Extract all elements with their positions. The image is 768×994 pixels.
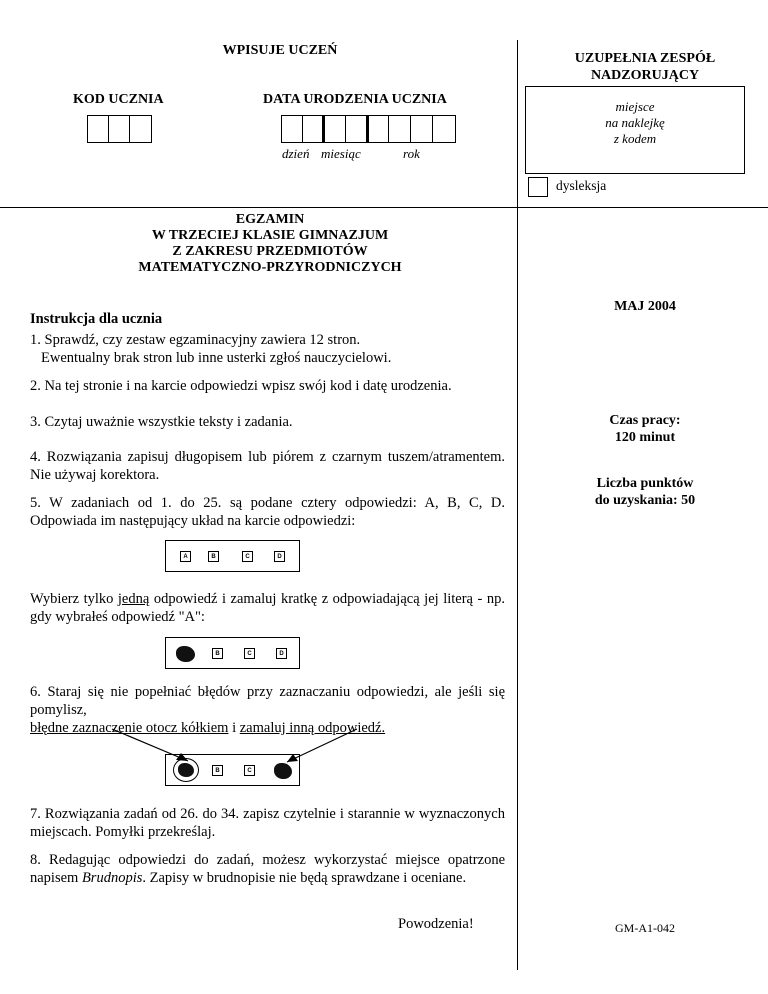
instructions-heading: Instrukcja dla ucznia <box>30 311 163 327</box>
answer-box-b: B <box>212 648 223 659</box>
points-info: Liczba punktów do uzyskania: 50 <box>594 476 696 508</box>
answer-example-filled <box>165 637 300 669</box>
answer-box-c: C <box>244 765 255 776</box>
date-box[interactable] <box>302 115 324 143</box>
answer-box-d: D <box>276 648 287 659</box>
instruction-item-1: 1. Sprawdź, czy zestaw egzaminacyjny zawiera 12 stron. Ewentualny brak stron lub inne usterki zgłoś nauczycielowi. <box>30 332 392 366</box>
answer-box-b: B <box>208 551 219 562</box>
month-caption: miesiąc <box>321 146 361 161</box>
code-box[interactable] <box>108 115 130 143</box>
answer-box-d: D <box>274 551 285 562</box>
instruction-item-5: 5. W zadaniach od 1. do 25. są podane cztery odpowiedzi: A, B, C, D. Odpowiada im następujący układ na karcie odpowiedzi: <box>30 495 505 529</box>
instruction-item-7: 7. Rozwiązania zadań od 26. do 34. zapisz czytelnie i starannie w wyznaczonych miejscach. Pomyłki przekreślaj. <box>30 806 505 840</box>
crossed-answer-mark <box>178 763 194 777</box>
date-box[interactable] <box>432 115 456 143</box>
vertical-divider <box>517 40 518 970</box>
instruction-item-6: 6. Staraj się nie popełniać błędów przy zaznaczaniu odpowiedzi, ale jeśli się pomylisz, błędne zaznaczenie otocz kółkiem i zamaluj inną odpowiedź. <box>30 684 505 736</box>
date-separator <box>322 115 325 143</box>
sticker-text: miejsce <box>615 99 655 114</box>
exam-title: EGZAMIN W TRZECIEJ KLASIE GIMNAZJUM Z ZAKRESU PRZEDMIOTÓW MATEMATYCZNO-PRZYRODNICZYCH <box>138 212 402 275</box>
answer-example-empty <box>165 540 300 572</box>
answer-box-a: A <box>180 551 191 562</box>
dyslexia-checkbox[interactable] <box>528 177 548 197</box>
year-caption: rok <box>403 146 420 161</box>
student-fills-label: WPISUJE UCZEŃ <box>222 43 338 58</box>
sticker-text: z kodem <box>613 131 657 146</box>
sticker-area <box>525 86 745 174</box>
date-box[interactable] <box>410 115 433 143</box>
instruction-item-4: 4. Rozwiązania zapisuj długopisem lub piórem z czarnym tuszem/atramentem. Nie używaj korektora. <box>30 449 505 483</box>
student-code-label: KOD UCZNIA <box>73 92 164 107</box>
instruction-item-2: 2. Na tej stronie i na karcie odpowiedzi wpisz swój kod i datę urodzenia. <box>30 378 452 394</box>
dyslexia-label: dysleksja <box>556 178 607 193</box>
time-info: Czas pracy: 120 minut <box>609 413 681 445</box>
filled-answer-mark <box>176 646 195 662</box>
code-box[interactable] <box>87 115 109 143</box>
instruction-item-8: 8. Redagując odpowiedzi do zadań, możesz wykorzystać miejsce opatrzone napisem Brudnopis. Zapisy w brudnopisie nie będą sprawdzane i oceniane. <box>30 852 505 886</box>
new-answer-mark <box>274 763 292 779</box>
date-box[interactable] <box>281 115 303 143</box>
answer-box-b: B <box>212 765 223 776</box>
date-box[interactable] <box>345 115 368 143</box>
horizontal-divider <box>0 207 768 208</box>
sticker-text: na naklejkę <box>605 115 665 130</box>
birth-date-label: DATA URODZENIA UCZNIA <box>263 92 447 107</box>
code-box[interactable] <box>129 115 152 143</box>
exam-session: MAJ 2004 <box>614 299 676 314</box>
answer-box-c: C <box>242 551 253 562</box>
good-luck-text: Powodzenia! <box>398 916 474 932</box>
choose-one-text: Wybierz tylko jedną odpowiedź i zamaluj kratkę z odpowiadającą jej literą - np. gdy wybrałeś odpowiedź "A": <box>30 591 505 625</box>
date-box[interactable] <box>388 115 411 143</box>
date-separator <box>366 115 369 143</box>
answer-box-c: C <box>244 648 255 659</box>
answer-example-corrected <box>165 754 300 786</box>
staff-fills-label: UZUPEŁNIA ZESPÓŁ NADZORUJĄCY <box>574 51 716 83</box>
date-box[interactable] <box>323 115 346 143</box>
instruction-item-3: 3. Czytaj uważnie wszystkie teksty i zadania. <box>30 414 293 430</box>
exam-code: GM-A1-042 <box>615 921 675 935</box>
day-caption: dzień <box>282 146 310 161</box>
date-box[interactable] <box>367 115 389 143</box>
